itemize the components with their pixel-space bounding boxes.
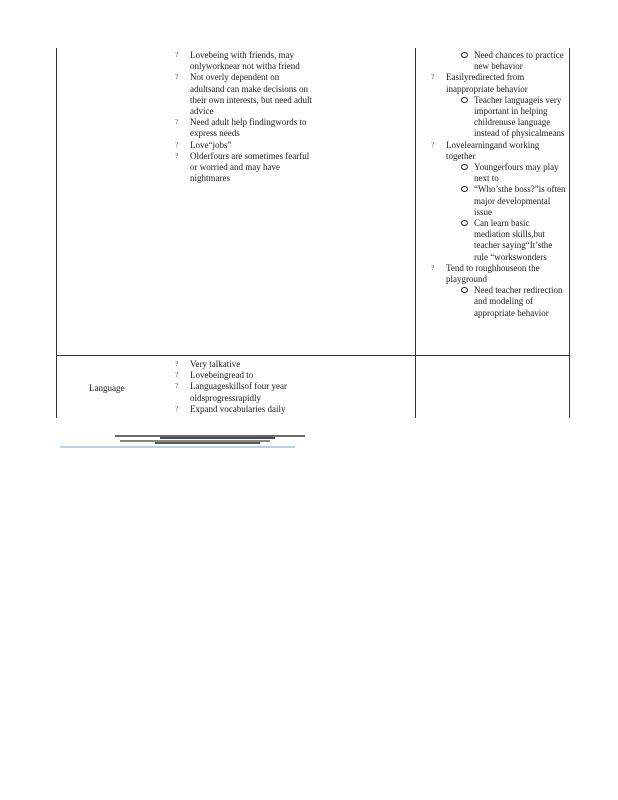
list-item	[175, 381, 315, 403]
bullet-marker: ?	[175, 382, 179, 391]
circle-bullet-icon	[461, 287, 468, 293]
sub-list	[446, 285, 567, 319]
decorative-footer-rule	[60, 432, 310, 452]
bullet-marker: ?	[175, 151, 179, 160]
list-item	[175, 370, 315, 381]
list-item-text: Lovebeingread to	[190, 370, 254, 381]
lead-sub-list	[431, 50, 567, 72]
list-item-text: Tend to roughhouseon the playground	[446, 262, 540, 285]
bullet-marker: ?	[175, 371, 179, 380]
bullet-marker: ?	[431, 73, 435, 82]
sub-list-item-text: Need teacher redirection and modeling of appropriate behavior	[474, 285, 563, 318]
sub-list-item-text: “Who’sthe boss?”is often major developmental issue	[474, 184, 566, 217]
sub-list-item-text: Can learn basic mediation skills,but teacher saying“It’sthe rule “workswonders	[474, 218, 553, 262]
list-item-text: Love“jobs”	[190, 139, 232, 150]
list-item	[175, 140, 315, 151]
language-bullet-list	[175, 359, 315, 415]
list-item	[175, 72, 315, 117]
list-item	[175, 50, 315, 72]
bullet-marker: ?	[175, 73, 179, 82]
circle-bullet-icon	[461, 186, 468, 192]
bullet-marker: ?	[175, 51, 179, 59]
top-row-middle-cell	[175, 50, 315, 184]
list-item-text: Need adult help findingwords to express needs	[190, 117, 307, 139]
top-row-right-cell	[431, 50, 567, 319]
sub-list-item-text: Need chances to practice new behavior	[474, 50, 564, 72]
list-item-text: Lovebeing with friends, may onlyworknear not witha friend	[190, 50, 300, 72]
bullet-marker: ?	[431, 263, 435, 272]
circle-bullet-icon	[461, 220, 468, 226]
list-item-text: Easilyredirected from inappropriate behavior	[446, 72, 528, 94]
bullet-marker: ?	[175, 404, 179, 413]
list-item-text: Expand vocabularies daily	[190, 403, 286, 414]
circle-bullet-icon	[461, 97, 468, 103]
table-border-right	[569, 48, 570, 418]
row-label-language: Language	[89, 383, 125, 393]
list-item-text: Languageskillsof four year oldsprogressrapidly	[190, 381, 287, 403]
middle-bullet-list	[175, 50, 315, 184]
bullet-marker: ?	[175, 118, 179, 127]
list-item	[175, 359, 315, 370]
bullet-marker: ?	[175, 360, 179, 368]
sub-list-item	[461, 285, 567, 319]
list-item-text: Olderfours are sometimes fearful or worried and may have nightmares	[190, 150, 310, 184]
list-item-text: Not overly dependent on adultsand can make decisions on their own interests, but need adult advice	[190, 72, 312, 117]
list-item	[431, 72, 567, 139]
table-border-left	[56, 48, 57, 418]
row-divider	[56, 355, 570, 356]
bullet-marker: ?	[175, 140, 179, 149]
list-item	[175, 404, 315, 415]
bullet-marker: ?	[431, 140, 435, 149]
sub-list	[446, 95, 567, 140]
list-item	[431, 263, 567, 319]
sub-list-item	[461, 218, 567, 263]
list-item	[175, 117, 315, 139]
list-item	[175, 151, 315, 185]
sub-list	[446, 162, 567, 263]
sub-list-item-text: Teacher languageis very important in helping childrenuse language instead of physicalmeans	[474, 94, 565, 139]
circle-bullet-icon	[461, 52, 468, 58]
sub-list-item	[461, 95, 567, 140]
list-item-text: Lovelearningand working together	[446, 139, 540, 161]
sub-list-item	[461, 162, 567, 184]
language-row-middle-cell	[175, 359, 315, 415]
circle-bullet-icon	[461, 164, 468, 170]
table-divider-right	[415, 48, 416, 418]
right-bullet-list	[431, 72, 567, 318]
sub-list-item	[461, 184, 567, 218]
list-item	[431, 140, 567, 263]
sub-list-item-text: Youngerfours may play next to	[474, 162, 559, 184]
list-item-text: Very talkative	[190, 359, 241, 369]
sub-list-item	[461, 50, 567, 72]
